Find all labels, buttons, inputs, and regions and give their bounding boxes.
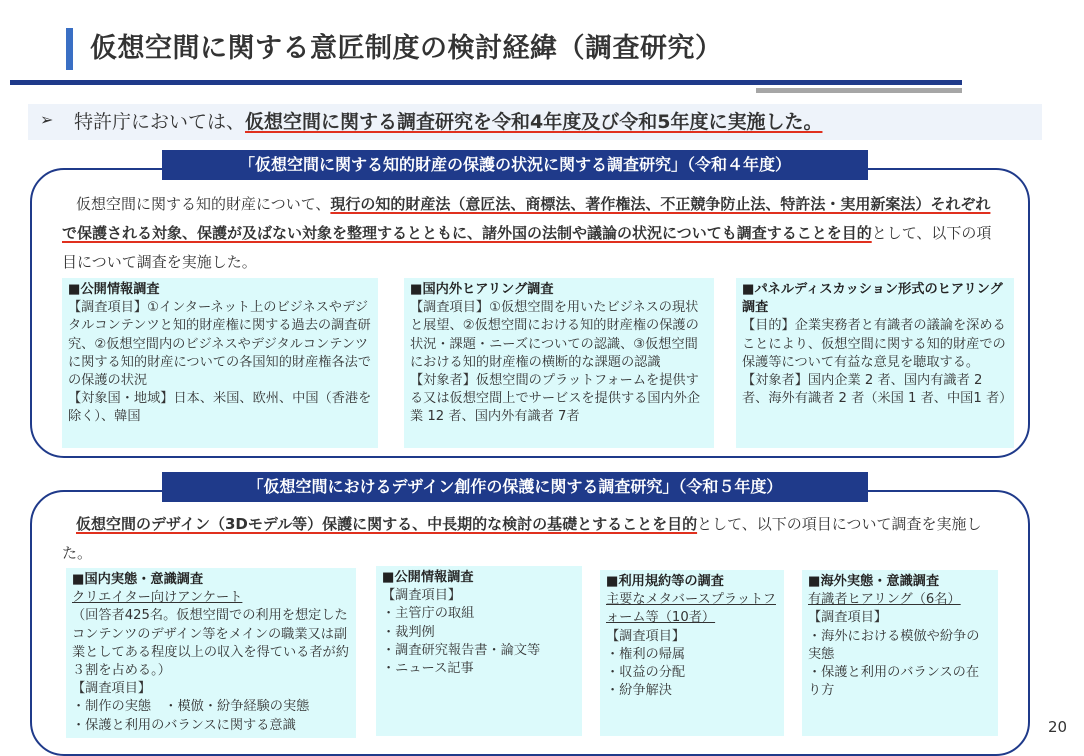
box-heading: ■公開情報調査 xyxy=(68,282,160,297)
title-rule-grey xyxy=(756,88,962,93)
box-line: ・権利の帰属 xyxy=(606,646,686,662)
box-heading: ■国内外ヒアリング調査 xyxy=(410,282,554,297)
box-line: 【調査項目】 xyxy=(382,588,462,604)
r4-box-hearing xyxy=(404,278,714,448)
box-line: 【調査項目】 xyxy=(72,681,152,697)
box-heading: ■公開情報調査 xyxy=(382,570,474,585)
box-line: ・紛争解決 xyxy=(606,683,672,699)
box-subheading: 有識者ヒアリング（6名） xyxy=(808,592,961,608)
r4-intro-emphasis: 現行の知的財産法（意匠法、商標法、著作権法、不正競争防止法、特許法・実用新案法）それぞれで保護される対象、保護が及ばない対象を整理するとともに、諸外国の法制や議論の状況についても調査することを目的 xyxy=(62,195,991,242)
box-heading: ■海外実態・意識調査 xyxy=(808,574,940,589)
box-line: 【対象者】仮想空間のプラットフォームを提供する又は仮想空間上でサービスを提供する国内外企業 12 者、国内外有識者 7者 xyxy=(410,373,701,425)
r4-intro-post: として、以下の項目について調査を実施した。 xyxy=(62,224,992,271)
box-heading: ■国内実態・意識調査 xyxy=(72,572,204,587)
box-subheading: 主要なメタバースプラットフォーム等（10者） xyxy=(606,592,776,626)
box-line: ・保護と利用のバランスの在り方 xyxy=(808,665,980,699)
summary-marker-icon: ➢ xyxy=(40,110,54,129)
box-line: 【対象国・地域】日本、米国、欧州、中国（香港を除く）、韓国 xyxy=(68,391,372,425)
page-title: 仮想空間に関する意匠制度の検討経緯（調査研究） xyxy=(90,33,723,64)
box-line: 【対象者】国内企業 2 者、国内有識者 2者、海外有識者 2 者（米国 1 者、中国1 者） xyxy=(742,373,1013,407)
r5-intro-post: として、以下の項目について調査を実施した。 xyxy=(62,515,982,562)
r5-box-domestic xyxy=(66,568,356,738)
r5-box-public-info xyxy=(376,566,582,736)
box-line: 【調査項目】①仮想空間を用いたビジネスの現状と展望、②仮想空間における知的財産権の保護の状況・課題・ニーズについての認識、③仮想空間における知的財産権の横断的な課題の認識 xyxy=(410,300,699,370)
r4-intro-pre: 仮想空間に関する知的財産について、 xyxy=(76,195,331,213)
box-line: 【調査項目】 xyxy=(808,610,888,626)
page-number: 20 xyxy=(1048,718,1068,736)
box-line: ・主管庁の取組 xyxy=(382,606,475,622)
box-line: ・制作の実態 ・模倣・紛争経験の実態 xyxy=(72,699,310,715)
r5-intro-emphasis: 仮想空間のデザイン（3Dモデル等）保護に関する、中長期的な検討の基礎とすることを目的 xyxy=(76,515,698,533)
r4-box-public-info xyxy=(62,278,378,448)
title-rule xyxy=(10,80,962,85)
summary-emphasis: 仮想空間に関する調査研究を令和4年度及び令和5年度に実施した。 xyxy=(245,111,823,133)
box-line: ・海外における模倣や紛争の実態 xyxy=(808,628,980,662)
box-heading: ■パネルディスカッション形式のヒアリング調査 xyxy=(742,282,1003,316)
box-line: 【調査項目】①インターネット上のビジネスやデジタルコンテンツと知的財産権に関する過去の調査研究、②仮想空間内のビジネスやデジタルコンテンツに関する知的財産についての各国知的財産権各法での保護の状況 xyxy=(68,300,372,389)
box-line: ・ニュース記事 xyxy=(382,661,474,677)
box-heading: ■利用規約等の調査 xyxy=(606,574,724,589)
box-line: ・保護と利用のバランスに関する意識 xyxy=(72,717,296,733)
box-line: 【目的】企業実務者と有識者の議論を深めることにより、仮想空間に関する知的財産での保護等について有益な意見を聴取する。 xyxy=(742,318,1006,370)
box-line: 【調査項目】 xyxy=(606,628,686,644)
r4-intro xyxy=(62,190,992,277)
box-line: ・裁判例 xyxy=(382,624,435,640)
box-subheading: クリエイター向けアンケート xyxy=(72,590,243,606)
r4-box-panel xyxy=(736,278,1014,448)
summary-prefix: 特許庁においては、 xyxy=(74,111,246,133)
r4-tab: 「仮想空間に関する知的財産の保護の状況に関する調査研究」（令和４年度） xyxy=(162,150,868,180)
summary-text xyxy=(74,107,822,134)
r5-intro xyxy=(62,510,1002,568)
r5-box-overseas xyxy=(802,570,998,736)
box-line: （回答者425名。仮想空間での利用を想定したコンテンツのデザイン等をメインの職業又は副業としてある程度以上の収入を得ている者が約３割を占める。） xyxy=(72,608,349,679)
title-accent-bar xyxy=(66,28,73,70)
r5-tab: 「仮想空間におけるデザイン創作の保護に関する調査研究」（令和５年度） xyxy=(162,472,868,502)
box-line: ・調査研究報告書・論文等 xyxy=(382,642,541,658)
box-line: ・収益の分配 xyxy=(606,665,686,681)
r5-box-terms xyxy=(600,570,784,736)
